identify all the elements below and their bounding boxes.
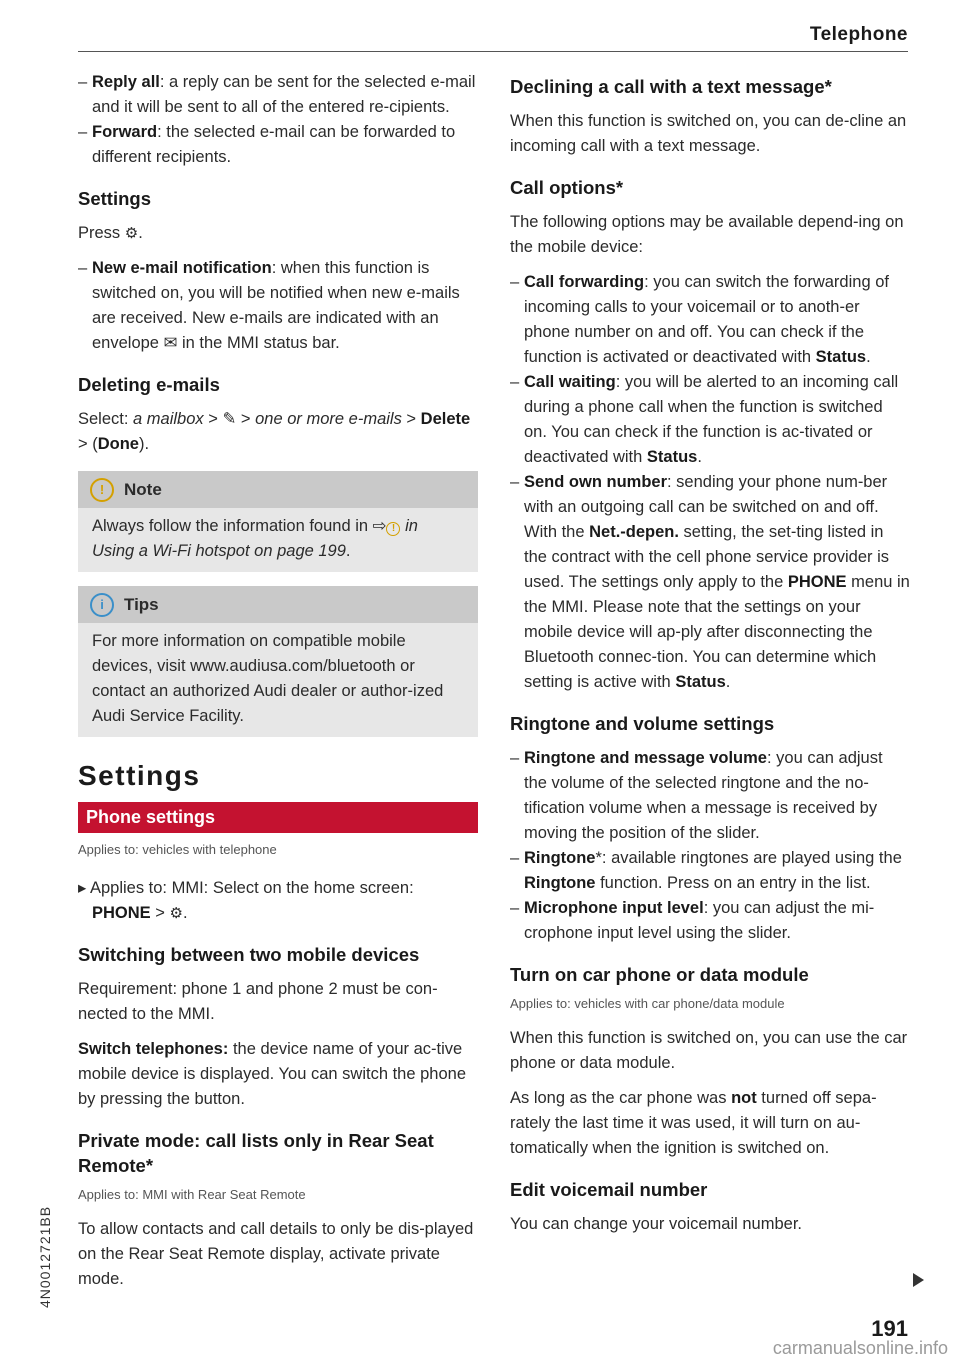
list-item: – Forward: the selected e-mail can be forwarded to different recipients.	[78, 120, 478, 170]
section-heading-turn-on: Turn on car phone or data module	[510, 964, 809, 985]
list-item: – New e-mail notification: when this function is switched on, you will be notified when new e-mails are received. New e-mails are indicated with an envelope ✉ in the MMI status bar.	[78, 256, 478, 356]
tips-box: i Tips For more information on compatible mobile devices, visit www.audiusa.com/bluetooth or contact an authorized Audi dealer or author-ized Audi Service Facility.	[78, 586, 478, 737]
settings-gear-icon: ⚙	[169, 905, 183, 922]
list-item: – Call forwarding: you can switch the forwarding of incoming calls to your voicemail or to anoth-er phone number on and off. You can check if the function is activated or deactivated with Status.	[510, 270, 910, 370]
section-heading-switching: Switching between two mobile devices	[78, 944, 420, 965]
note-warning-icon: !	[90, 478, 114, 502]
note-box: ! Note Always follow the information found in ⇨ ! in Using a Wi-Fi hotspot on page 199.	[78, 471, 478, 572]
section-banner: Phone settings	[78, 802, 478, 833]
settings-gear-icon: ⚙	[124, 225, 139, 242]
list-item: – Reply all: a reply can be sent for the selected e-mail and it will be sent to all of the entered re-cipients.	[78, 70, 478, 120]
section-heading-ringtone: Ringtone and volume settings	[510, 713, 775, 734]
envelope-icon: ✉	[163, 334, 178, 352]
left-column	[78, 70, 478, 1302]
applies-note: Applies to: vehicles with telephone	[78, 842, 277, 857]
list-item: – Ringtone*: available ringtones are played using the Ringtone function. Press on an entry in the list.	[510, 846, 910, 896]
press-settings: Press ⚙.	[78, 221, 478, 246]
continue-arrow-icon	[913, 1273, 924, 1287]
section-heading-call-options: Call options*	[510, 177, 624, 198]
paragraph: The following options may be available depend-ing on the mobile device:	[510, 213, 904, 256]
edit-pen-icon: ✎	[222, 410, 237, 428]
list-item: – Call waiting: you will be alerted to an incoming call during a phone call when the function is switched on. You can check if the function is ac-tivated or deactivated with Status.	[510, 370, 910, 470]
tips-info-icon: i	[90, 593, 114, 617]
watermark: carmanualsonline.info	[772, 1338, 948, 1358]
section-heading-private: Private mode: call lists only in Rear Seat Remote*	[78, 1130, 434, 1176]
note-ref-icon: !	[386, 522, 400, 536]
section-heading-declining: Declining a call with a text message*	[510, 76, 832, 97]
chapter-title: Settings	[78, 760, 201, 791]
section-heading-settings: Settings	[78, 188, 151, 209]
delete-instructions: Select: a mailbox > ✎ > one or more e-mails > Delete > (Done).	[78, 410, 471, 453]
header-divider	[78, 51, 908, 52]
section-heading-deleting: Deleting e-mails	[78, 374, 220, 395]
document-code: 4N0012721BB	[37, 1205, 53, 1308]
section-heading-edit-voicemail: Edit voicemail number	[510, 1179, 708, 1200]
mmi-path: ▸ Applies to: MMI: Select on the home screen: PHONE > ⚙.	[78, 876, 478, 926]
page-number: 191	[871, 1316, 908, 1341]
paragraph: Switch telephones: the device name of your ac-tive mobile device is displayed. You can switch the phone by pressing the button.	[78, 1040, 466, 1108]
paragraph: You can change your voicemail number.	[510, 1215, 802, 1233]
list-item: – Microphone input level: you can adjust the mi-crophone input level using the slider.	[510, 896, 910, 946]
paragraph: When this function is switched on, you can de-cline an incoming call with a text message.	[510, 112, 907, 155]
applies-note: Applies to: vehicles with car phone/data module	[510, 996, 785, 1011]
right-column	[510, 70, 910, 1247]
list-item: – Send own number: sending your phone num-ber with an outgoing call can be switched on and off. With the Net.-depen. setting, the set-ting listed in the contract with the cell phone service provider is used. The settings only apply to the PHONE menu in the MMI. Please note that the settings on your mobile device will ap-ply after disconnecting the Bluetooth connec-tion. You can determine which setting is active with Status.	[510, 470, 910, 695]
applies-note: Applies to: MMI with Rear Seat Remote	[78, 1187, 306, 1202]
running-header: Telephone	[809, 24, 908, 45]
paragraph: As long as the car phone was not turned off sepa-rately the last time it was used, it will turn on au-tomatically when the ignition is switched on.	[510, 1089, 877, 1157]
paragraph: To allow contacts and call details to only be dis-played on the Rear Seat Remote display, activate private mode.	[78, 1220, 474, 1288]
paragraph: When this function is switched on, you can use the car phone or data module.	[510, 1029, 908, 1072]
list-item: – Ringtone and message volume: you can adjust the volume of the selected ringtone and the no-tification volume when a message is received by moving the position of the slider.	[510, 746, 910, 846]
paragraph: Requirement: phone 1 and phone 2 must be con-nected to the MMI.	[78, 980, 438, 1023]
